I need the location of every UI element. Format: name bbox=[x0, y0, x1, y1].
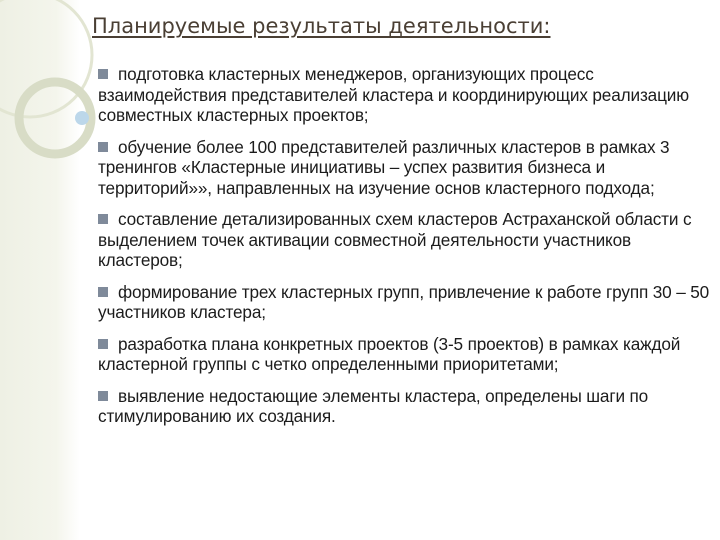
square-bullet-icon bbox=[98, 339, 108, 349]
list-item-text: разработка плана конкретных проектов (3-5 проектов) в рамках каждой кластерной группы с четко определенными приоритетами; bbox=[98, 333, 681, 374]
list-item-text: подготовка кластерных менеджеров, организующих процесс взаимодействия представителей кластера и координирующих реализацию совместных кластерных проектов; bbox=[98, 64, 689, 125]
list-item bbox=[98, 137, 713, 199]
square-bullet-icon bbox=[98, 69, 108, 79]
list-item bbox=[98, 209, 713, 271]
list-item bbox=[98, 282, 713, 323]
list-item-text: составление детализированных схем кластеров Астраханской области с выделением точек активации совместной деятельности участников кластеров; bbox=[98, 209, 692, 270]
square-bullet-icon bbox=[98, 214, 108, 224]
square-bullet-icon bbox=[98, 142, 108, 152]
square-bullet-icon bbox=[98, 287, 108, 297]
list-item-text: выявление недостающие элементы кластера, определены шаги по стимулированию их создания. bbox=[98, 385, 649, 426]
list-item-text: обучение более 100 представителей различных кластеров в рамках 3 тренингов «Кластерные инициативы – успех развития бизнеса и территорий»», направленных на изучение основ кластерного подхода; bbox=[98, 136, 670, 198]
blue-dot-shape bbox=[75, 111, 89, 125]
results-list bbox=[98, 64, 713, 438]
list-item bbox=[98, 334, 713, 375]
large-ring-shape bbox=[0, 0, 92, 117]
page-title: Планируемые результаты деятельности: bbox=[92, 14, 551, 38]
square-bullet-icon bbox=[98, 391, 108, 401]
list-item bbox=[98, 64, 713, 126]
list-item-text: формирование трех кластерных групп, привлечение к работе групп 30 – 50 участников кластера; bbox=[98, 281, 710, 322]
list-item bbox=[98, 386, 713, 427]
